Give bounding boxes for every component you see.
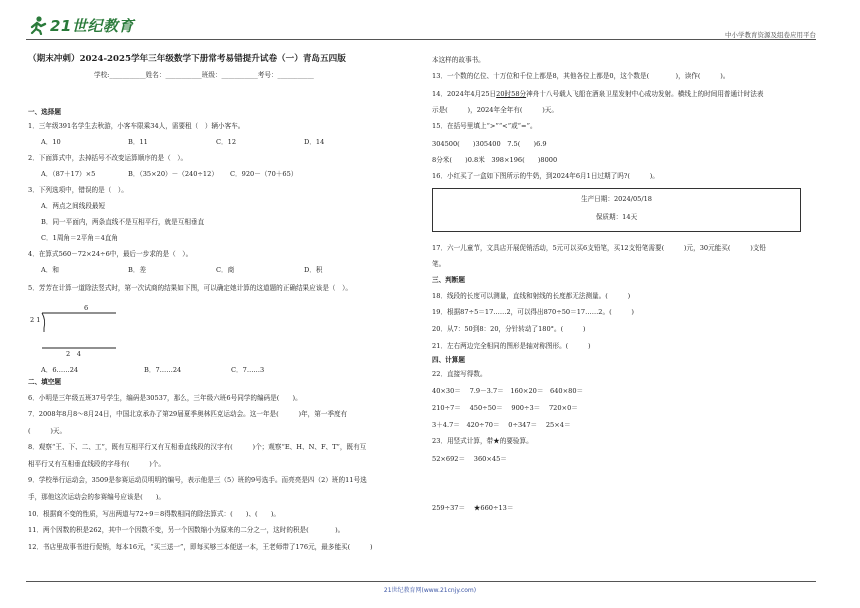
q14-text-a: 14．2024年4月25日	[432, 90, 497, 98]
q5-option-a: A．6……24	[41, 366, 79, 374]
logo-runner-icon	[28, 15, 48, 35]
calc-row-2: 210÷7＝ 450÷50＝ 900÷3＝ 720×0＝	[432, 404, 578, 412]
question-19: 19．根据87÷5＝17……2，可以得出870÷50＝17……2。( )	[432, 308, 635, 316]
shelf-life: 保质期：14天	[595, 213, 638, 221]
q14-text-b: 神舟十八号载人飞船在酒泉卫星发射中心成功发射。横线上的时间用普通计时法表	[526, 90, 764, 98]
q3-option-a: A．两点之间线段最短	[41, 202, 106, 210]
question-23: 23．用竖式计算，带★的要验算。	[432, 437, 533, 445]
question-13: 13．一个数的亿位、十万位和千位上都是8，其他各位上都是0，这个数是( )，读作( )。	[432, 72, 730, 80]
question-16: 16．小红买了一盒如下图所示的牛奶，到2024年6月1日过期了吗?( )。	[432, 172, 659, 180]
question-5: 5．芳芳在计算一道除法竖式时，第一次试商的结果如下图，可以确定她计算的这道题的正确结果应该是（ ）。	[28, 284, 352, 292]
q1-option-d: D．14	[304, 138, 325, 146]
q1-option-a: A．10	[41, 138, 61, 146]
question-4: 4．在算式560－72×24÷6中，最后一步求的是（ ）。	[28, 250, 193, 258]
question-12: 12．书店里故事书进行促销，每本16元，“买三送一”，即每买够三本便送一本，王老师带了176元，最多能买( )	[28, 543, 373, 551]
q4-option-d: D．积	[304, 266, 323, 274]
question-15-row1: 304500( )305400 7.5( )6.9	[432, 140, 547, 148]
q1-option-b: B．11	[128, 138, 148, 146]
q2-option-b: B．（35×20）－（240÷12）	[128, 170, 218, 178]
question-8-line1: 8．观察“王、下、二、工”，既有互相平行又有互相垂直线段的汉字有( )个；观察“E、H、N、F、T”，既有互	[28, 443, 367, 451]
calc-row-1: 40×30＝ 7.9－3.7＝ 160×20＝ 640×80＝	[432, 387, 584, 395]
division-quotient: 6	[84, 304, 89, 312]
q5-option-b: B．7……24	[144, 366, 182, 374]
header-divider	[26, 39, 816, 40]
question-10: 10．根据商不变的性质，写出两道与72÷9＝8得数相同的除法算式：( )、( )。	[28, 510, 280, 518]
q4-option-b: B．差	[128, 266, 147, 274]
question-9-line1: 9．学校举行运动会，3509是参赛运动员明明的编号，表示他是三（5）班的9号选手。而亮亮是四（2）班的11号选	[28, 476, 367, 484]
q1-option-c: C．12	[216, 138, 237, 146]
student-info-line: 学校:___________姓名：___________班级：___________考号：___________	[94, 71, 314, 79]
question-18: 18．线段的长度可以测量，直线和射线的长度都无法测量。( )	[432, 292, 631, 300]
calc-row-5: 259÷37＝ ★660÷13＝	[432, 504, 514, 512]
milk-label-box	[432, 188, 801, 232]
header-platform-text: 中小学教育资源及组卷应用平台	[725, 31, 816, 39]
q3-option-c: C．1周角＝2平角＝4直角	[41, 234, 118, 242]
question-7-line2: ( )天。	[28, 427, 67, 435]
section-calc-heading: 四、计算题	[432, 356, 465, 364]
question-17-line1: 17．六一儿童节，文具店开展促销活动，5元可以买6支铅笔，买12支铅笔需要( )元，30元能买( )支铅	[432, 244, 766, 252]
question-3: 3．下列选项中，错误的是（ ）。	[28, 186, 128, 194]
question-2: 2．下面算式中，去掉括号不改变运算顺序的是（ ）。	[28, 154, 188, 162]
long-division-figure	[40, 312, 118, 352]
question-7-line1: 7．2008年8月8～8月24日，中国北京承办了第29届夏季奥林匹克运动会。这一年是( )年，第一季度有	[28, 410, 348, 418]
logo-text: 21世纪教育	[50, 16, 134, 35]
division-divisor: 2 1	[30, 316, 41, 324]
question-11: 11．两个因数的积是262，其中一个因数不变，另一个因数缩小为原来的二分之一，这时的积是( )。	[28, 526, 345, 534]
q2-option-c: C．920－（70＋65）	[230, 170, 298, 178]
calc-row-3: 3＋4.7＝ 420÷70＝ 0÷347＝ 25×4＝	[432, 421, 571, 429]
question-6: 6．小明是三年级五班37号学生，编码是30537，那么，三年级六班6号同学的编码是( )。	[28, 394, 302, 402]
question-8-line2: 相平行又有互相垂直线段的字母有( )个。	[28, 460, 166, 468]
q3-option-b: B．同一平面内，两条直线不是互相平行，就是互相垂直	[41, 218, 205, 226]
footer-divider	[26, 581, 816, 582]
q4-option-c: C．商	[216, 266, 235, 274]
site-logo	[28, 10, 134, 40]
question-9-line2: 手，那他这次运动会的参赛编号应该是( )。	[28, 493, 166, 501]
question-20: 20．从7：50到8：20，分针转动了180°。( )	[432, 325, 586, 333]
question-14-line1	[432, 90, 763, 99]
question-14-line2: 示是( )，2024年全年有( )天。	[432, 106, 558, 114]
production-date: 生产日期：2024/05/18	[581, 195, 652, 203]
calc-row-4: 52×692＝ 360×45＝	[432, 455, 507, 463]
question-15: 15．在括号里填上“>”“<”或“=”。	[432, 122, 537, 130]
question-15-row2: 8分米( )0.8米 398×196( )8000	[432, 156, 558, 164]
q2-option-a: A．（87＋17）×5	[41, 170, 96, 178]
section-judge-heading: 三、判断题	[432, 276, 465, 284]
q4-option-a: A．和	[41, 266, 59, 274]
q5-option-c: C．7……3	[231, 366, 265, 374]
division-product: 2 4	[66, 350, 81, 358]
footer-text: 21世纪教育网(www.21cnjy.com)	[383, 587, 477, 594]
section-choice-heading: 一、选择题	[28, 108, 61, 116]
question-17-line2: 笔。	[432, 260, 446, 268]
section-fill-heading: 二、填空题	[28, 378, 61, 386]
exam-title: （期末冲刺）2024-2025学年三年级数学下册常考易错提升试卷（一）青岛五四版	[28, 54, 346, 64]
question-1: 1．三年级391名学生去秋游，小客车限乘34人，需要租（ ）辆小客车。	[28, 122, 245, 130]
question-12-cont: 本这样的故事书。	[432, 56, 485, 64]
q14-underlined-time: 20时58分	[496, 90, 527, 98]
question-21: 21．左右两边完全相同的图形是轴对称图形。( )	[432, 342, 591, 350]
question-22: 22．直接写得数。	[432, 370, 487, 378]
